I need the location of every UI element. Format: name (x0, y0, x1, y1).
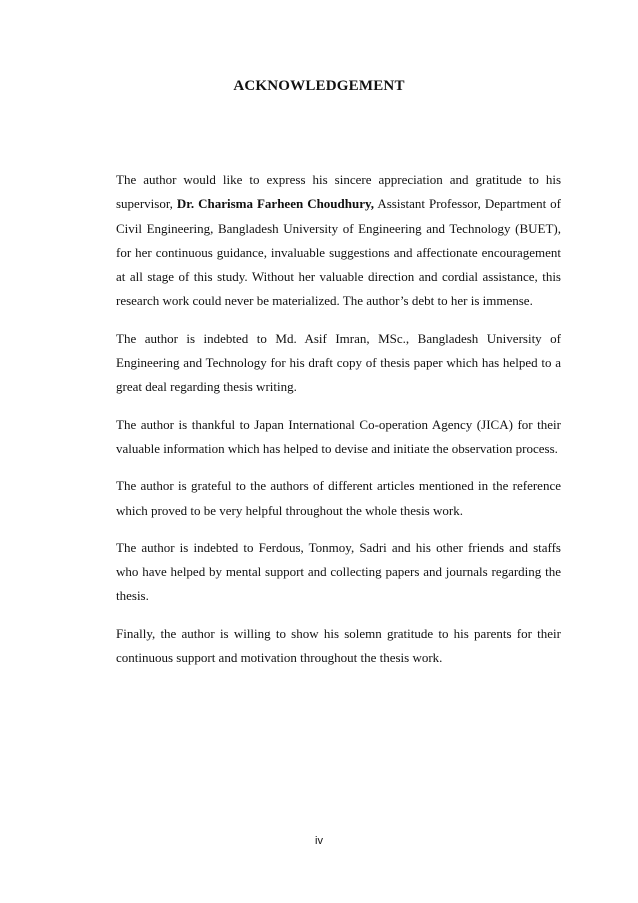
paragraph-parents: Finally, the author is willing to show his solemn gratitude to his parents for their continuous support and motivation throughout the thesis work. (116, 625, 561, 666)
paragraph-supervisor-intro: The author would like to express his sincere appreciation and gratitude to his supervisor, (116, 172, 561, 212)
paragraph-supervisor-rest: Assistant Professor, Department of Civil Engineering, Bangladesh University of Engineering and Technology (BUET), for her continuous guidance, invaluable suggestions and affectionate encouragement at all stage of this study. Without her valuable direction and cordial assistance, this research work could never be materialized. The author’s debt to her is immense. (116, 196, 562, 309)
paragraph-supervisor (116, 168, 561, 314)
paragraph-articles: The author is grateful to the authors of different articles mentioned in the reference which proved to be very helpful throughout the whole thesis work. (116, 478, 561, 518)
paragraph-jica: The author is thankful to Japan International Co-operation Agency (JICA) for their valuable information which has helped to devise and initiate the observation process. (116, 416, 561, 456)
supervisor-name: Dr. Charisma Farheen Choudhury, (176, 196, 375, 212)
paragraph-draft-copy: The author is indebted to Md. Asif Imran, MSc., Bangladesh University of Engineering and Technology for his draft copy of thesis paper which has helped to a great deal regarding thesis writing. (116, 330, 561, 395)
page-title: ACKNOWLEDGEMENT (233, 78, 405, 94)
page-number: iv (315, 835, 323, 847)
paragraph-friends: The author is indebted to Ferdous, Tonmoy, Sadri and his other friends and staffs who have helped by mental support and collecting papers and journals regarding the thesis. (116, 539, 561, 604)
acknowledgement-body (116, 168, 561, 683)
